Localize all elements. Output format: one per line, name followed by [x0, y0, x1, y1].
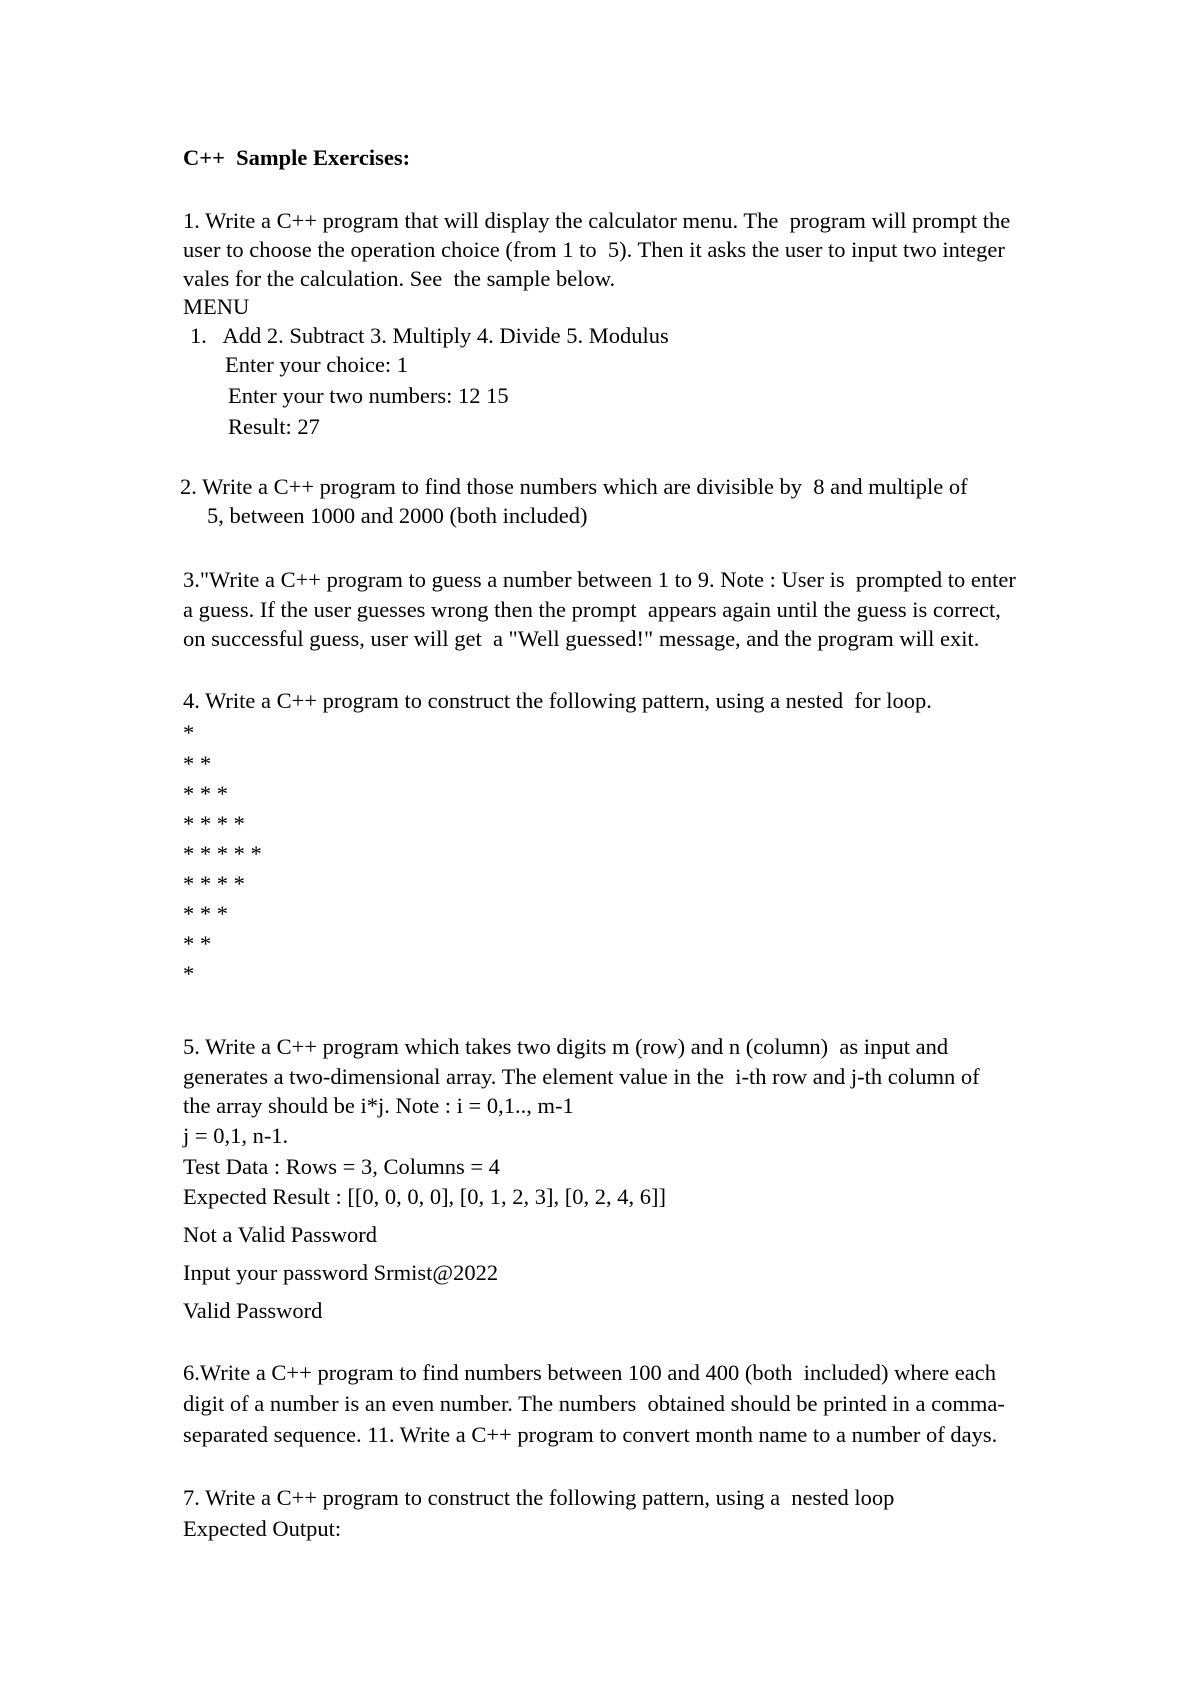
q4-line: 4. Write a C++ program to construct the following pattern, using a nested for loop. [183, 688, 932, 713]
q5-line-2: generates a two-dimensional array. The element value in the i-th row and j-th column of [183, 1064, 980, 1089]
q4-pattern-row-5: * * * * * [183, 841, 262, 866]
q1-sample-line-3: Result: 27 [228, 414, 320, 439]
q4-pattern-row-8: * * [183, 931, 212, 956]
q1-sample-line-1: Enter your choice: 1 [225, 352, 409, 377]
q5-password-input: Input your password Srmist@2022 [183, 1260, 499, 1285]
q5-expected-result: Expected Result : [[0, 0, 0, 0], [0, 1, 2, 3], [0, 2, 4, 6]] [183, 1184, 667, 1209]
q4-pattern-row-6: * * * * [183, 871, 245, 896]
q4-pattern-row-4: * * * * [183, 811, 245, 836]
q5-invalid-password: Not a Valid Password [183, 1222, 377, 1247]
q5-line-4: j = 0,1, n-1. [183, 1123, 289, 1148]
q1-line-2: user to choose the operation choice (from 1 to 5). Then it asks the user to input two integer [183, 237, 1005, 262]
q5-line-1: 5. Write a C++ program which takes two digits m (row) and n (column) as input and [183, 1034, 949, 1059]
q3-line-2: a guess. If the user guesses wrong then the prompt appears again until the guess is correct, [183, 597, 1001, 622]
q1-menu-heading: MENU [183, 294, 250, 319]
q6-line-3: separated sequence. 11. Write a C++ program to convert month name to a number of days. [183, 1422, 998, 1447]
q1-line-1: 1. Write a C++ program that will display the calculator menu. The program will prompt the [183, 208, 1011, 233]
q3-line-1: 3."Write a C++ program to guess a number between 1 to 9. Note : User is prompted to enter [183, 567, 1016, 592]
q7-line-1: 7. Write a C++ program to construct the following pattern, using a nested loop [183, 1485, 895, 1510]
q2-line-2: 5, between 1000 and 2000 (both included) [207, 503, 588, 528]
q6-line-1: 6.Write a C++ program to find numbers between 100 and 400 (both included) where each [183, 1360, 996, 1385]
q5-line-3: the array should be i*j. Note : i = 0,1.., m-1 [183, 1093, 574, 1118]
q6-line-2: digit of a number is an even number. The numbers obtained should be printed in a comma- [183, 1391, 1005, 1416]
page-title: C++ Sample Exercises: [183, 145, 411, 170]
q4-pattern-row-9: * [183, 961, 195, 986]
q5-valid-password: Valid Password [183, 1298, 323, 1323]
q4-pattern-row-1: * [183, 720, 195, 745]
q1-sample-line-2: Enter your two numbers: 12 15 [228, 383, 509, 408]
q5-test-data: Test Data : Rows = 3, Columns = 4 [183, 1154, 500, 1179]
q1-line-3: vales for the calculation. See the sample below. [183, 266, 616, 291]
q7-line-2: Expected Output: [183, 1516, 342, 1541]
q4-pattern-row-2: * * [183, 751, 212, 776]
q1-menu-item: 1. Add 2. Subtract 3. Multiply 4. Divide 5. Modulus [190, 323, 669, 348]
q4-pattern-row-3: * * * [183, 781, 228, 806]
q3-line-3: on successful guess, user will get a "Well guessed!" message, and the program will exit. [183, 626, 980, 651]
q4-pattern-row-7: * * * [183, 901, 228, 926]
q2-line-1: 2. Write a C++ program to find those numbers which are divisible by 8 and multiple of [180, 474, 968, 499]
